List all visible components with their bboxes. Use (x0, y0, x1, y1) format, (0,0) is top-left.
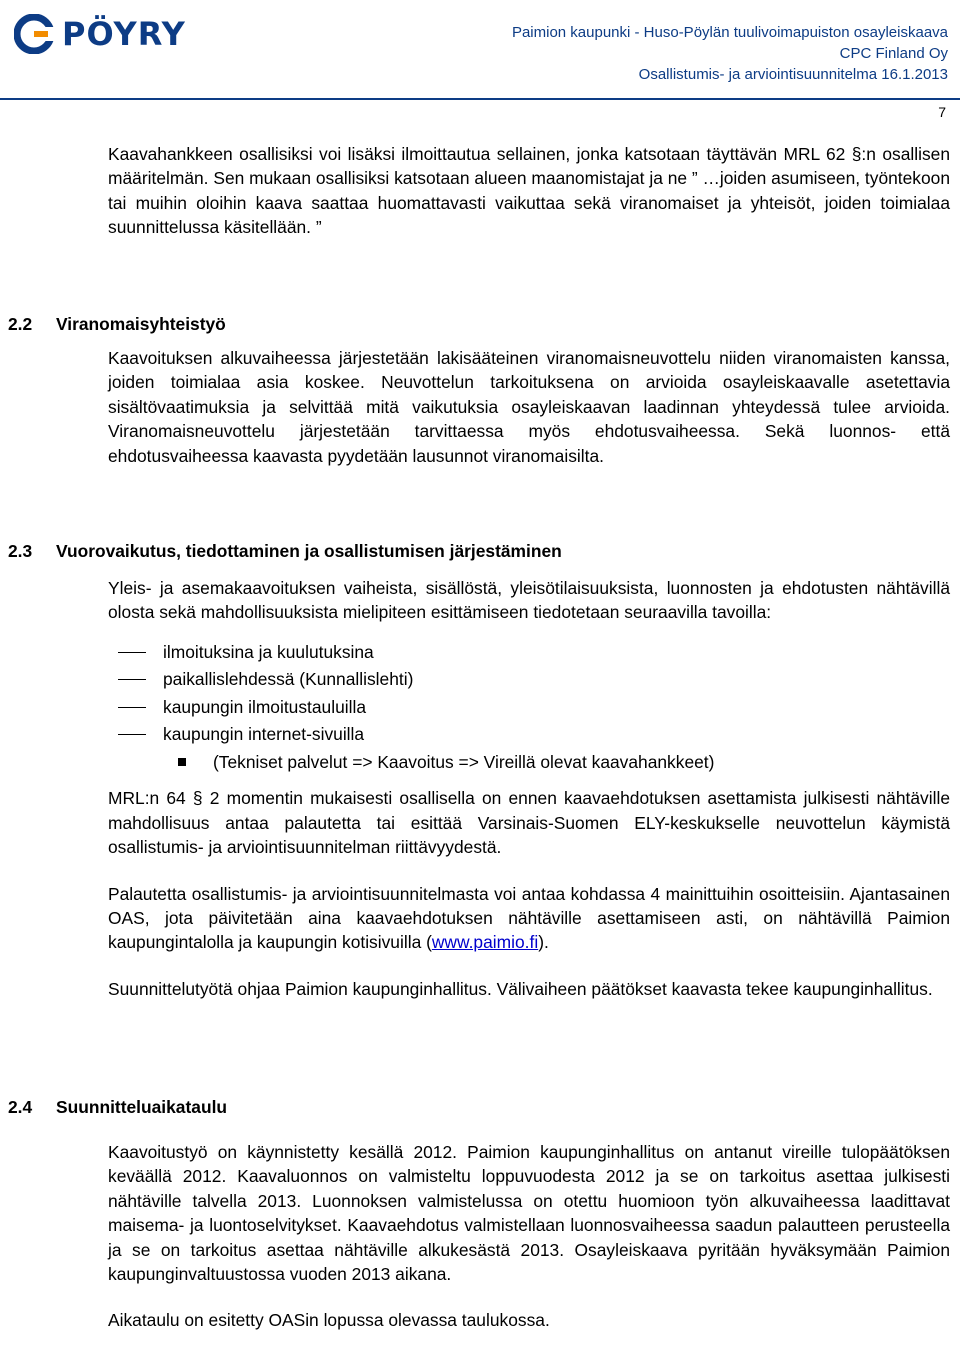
paragraph: Kaavoituksen alkuvaiheessa järjestetään lakisääteinen viranomaisneuvottelu niiden viranomaisten kanssa, joiden toimialaa asia koskee. Neuvottelun tarkoituksena on arvioida osayleiskaavalle asetettavia sisältövaatimuksia ja selvittää mitä vaikutuksia osayleiskaavan laadinnan yhteydessä tulee arvioida. Viranomaisneuvottelu järjestetään tarvittaessa myös ehdotusvaiheessa. Sekä luonnos- että ehdotusvaiheessa kaavasta pyydetään lausunnot viranomaisilta. (108, 348, 950, 466)
logo-text: PÖYRY (62, 15, 186, 53)
list-item: paikallislehdessä (Kunnallislehti) (108, 666, 950, 694)
website-link[interactable]: www.paimio.fi (431, 932, 539, 953)
section-number: 2.4 (8, 1097, 33, 1117)
paragraph: MRL:n 64 § 2 momentin mukaisesti osallisella on ennen kaavaehdotuksen asettamista julkisesti nähtäville mahdollisuus antaa palautetta tai esittää Varsinais-Suomen ELY-keskukselle neuvottelun käymistä osallistumis- ja arviointisuunnitelman riittävyydestä. (108, 788, 950, 858)
section-heading-2-2 (8, 312, 226, 336)
sub-list-item-text: (Tekniset palvelut => Kaavoitus => Vireillä olevat kaavahankkeet) (213, 751, 715, 772)
section-heading-2-4 (8, 1095, 227, 1119)
channel-list (108, 639, 950, 749)
company-logo (14, 12, 204, 56)
paragraph-text-end: ). (538, 932, 549, 953)
paragraph: Yleis- ja asemakaavoituksen vaiheista, sisällöstä, yleisötilaisuuksista, luonnosten ja ehdotusten nähtävillä olosta sekä mahdollisuuksista mielipiteen esittämiseen tiedotetaan seuraavilla tavoilla: (108, 578, 950, 623)
section-2-4-body (108, 1140, 950, 1333)
paragraph: Kaavoitustyö on käynnistetty kesällä 2012. Paimion kaupunginhallitus on antanut vireille tulopäätöksen keväällä 2012. Kaavaluonnos on valmisteltu loppuvuodesta 2012 ja se on tarkoitus asettaa julkisesti nähtäville talvella 2013. Luonnoksen valmistelussa on otettu huomioon työn alkuvaiheessa laadittavat maisema- ja luontoselvitykset. Kaavaehdotus valmistellaan luonnosvaiheessa saadun palautteen perusteella ja se on tarkoitus asettaa nähtäville alkukesästä 2013. Osayleiskaava pyritään hyväksymään Paimion kaupunginvaltuustossa vuoden 2013 aikana. (108, 1142, 950, 1285)
section-title: Vuorovaikutus, tiedottaminen ja osallistumisen järjestäminen (56, 541, 562, 561)
section-number: 2.3 (8, 541, 33, 561)
list-item: kaupungin internet-sivuilla (108, 721, 950, 749)
page-number: 7 (938, 104, 946, 120)
section-2-3-body (108, 576, 950, 1001)
section-2-2-body (108, 346, 950, 468)
section-number: 2.2 (8, 314, 33, 334)
document-info (512, 22, 948, 85)
poyry-logo-icon (14, 14, 54, 54)
paragraph: Suunnittelutyötä ohjaa Paimion kaupunginhallitus. Välivaiheen päätökset kaavasta tekee kaupunginhallitus. (108, 978, 933, 999)
header-rule (0, 98, 960, 100)
section-title: Suunnitteluaikataulu (56, 1097, 228, 1117)
paragraph (108, 882, 950, 955)
list-item: kaupungin ilmoitustauluilla (108, 694, 950, 722)
project-title: Paimion kaupunki - Huso-Pöylän tuulivoimapuiston osayleiskaava (511, 24, 948, 41)
paragraph: Aikataulu on esitetty OASin lopussa olevassa taulukossa. (108, 1310, 550, 1331)
square-bullet-icon (178, 758, 186, 766)
intro-paragraph: Kaavahankkeen osallisiksi voi lisäksi ilmoittautua sellainen, jonka katsotaan täyttävän MRL 62 §:n osallisen määritelmän. Sen mukaan osallisiksi katsotaan alueen maanomistajat ja ne ” …joiden asumiseen, työntekoon tai muihin oloihin kaava saattaa huomattavasti vaikuttaa sekä viranomaiset ja yhteisöt, joiden toimialaa suunnittelussa käsitellään. ” (108, 144, 950, 238)
company-name: CPC Finland Oy (839, 45, 948, 62)
page-header (0, 0, 960, 100)
list-item: ilmoituksina ja kuulutuksina (108, 639, 950, 667)
sub-list-item (108, 749, 950, 777)
section-title: Viranomaisyhteistyö (56, 314, 226, 334)
paragraph-text: Palautetta osallistumis- ja arviointisuunnitelmasta voi antaa kohdassa 4 mainittuihin osoitteisiin. Ajantasainen OAS, jota päivitetään aina kaavaehdotuksen nähtäville asettamiseen asti, on nähtävillä Paimion kaupungintalolla ja kaupungin kotisivuilla ( (108, 883, 950, 953)
section-heading-2-3 (8, 539, 562, 563)
document-title-date: Osallistumis- ja arviointisuunnitelma 16.1.2013 (638, 66, 948, 83)
intro-block (108, 142, 950, 240)
